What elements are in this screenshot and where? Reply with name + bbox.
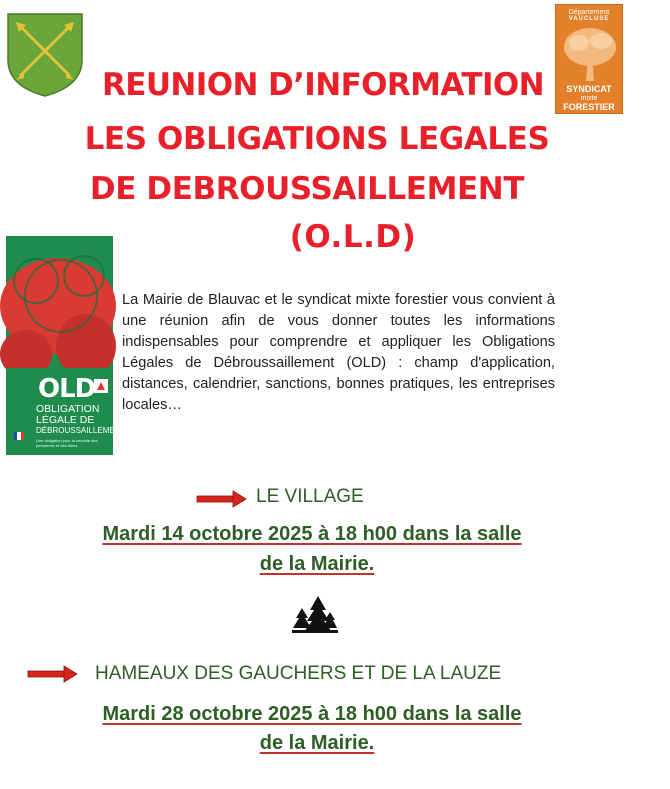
brochure-old-text: OLD (38, 374, 96, 404)
meeting1-date (0, 520, 629, 548)
meeting2-place-text: de la Mairie. (259, 732, 375, 754)
red-arrow-icon (28, 666, 78, 687)
meeting1-location: LE VILLAGE (256, 486, 364, 507)
meeting2-date-text: Mardi 28 octobre 2025 à 18 h00 dans la salle (102, 703, 522, 725)
logo-line-mixte: mixte (580, 95, 598, 102)
meeting1-place-text: de la Mairie. (259, 553, 375, 575)
logo-line-syndicat: SYNDICAT (566, 84, 612, 94)
title-line-3: DE DEBROUSSAILLEMENT (89, 171, 525, 207)
title-line-2: LES OBLIGATIONS LEGALES (84, 121, 550, 157)
intro-paragraph: La Mairie de Blauvac et le syndicat mixte forestier vous convient à une réunion afin de vous donner toutes les informations indispensables pour comprendre et appliquer les Obligations Légales de Débroussaillement (OLD) : champ d'application, distances, calendrier, sanctions, bonnes pratiques, les entreprises locales… (122, 292, 555, 413)
brochure-tagline: Une obligation pour la sécurité des personnes et des biens (36, 438, 98, 448)
logo-dept-name: VAUCLUSE (568, 16, 610, 22)
logo-line-forestier: FORESTIER (563, 102, 615, 112)
meeting1-date-text: Mardi 14 octobre 2025 à 18 h00 dans la salle (102, 523, 522, 545)
meeting2-place (0, 729, 634, 757)
meeting2-date (0, 700, 629, 728)
brochure-sub1: OBLIGATION (36, 403, 100, 415)
trees-icon (292, 594, 338, 634)
meeting2-location: HAMEAUX DES GAUCHERS ET DE LA LAUZE (95, 663, 502, 684)
title-line-4: (O.L.D) (289, 219, 417, 255)
brochure-sub2: LÉGALE DE (36, 414, 95, 426)
meeting1-place (0, 550, 634, 578)
title-line-1: REUNION D’INFORMATION (102, 67, 544, 103)
brochure-sub3: DÉBROUSSAILLEMENT (36, 426, 126, 435)
old-brochure-image (6, 236, 126, 455)
red-arrow-icon (197, 491, 247, 512)
logo-dept-small: Département (568, 9, 610, 16)
